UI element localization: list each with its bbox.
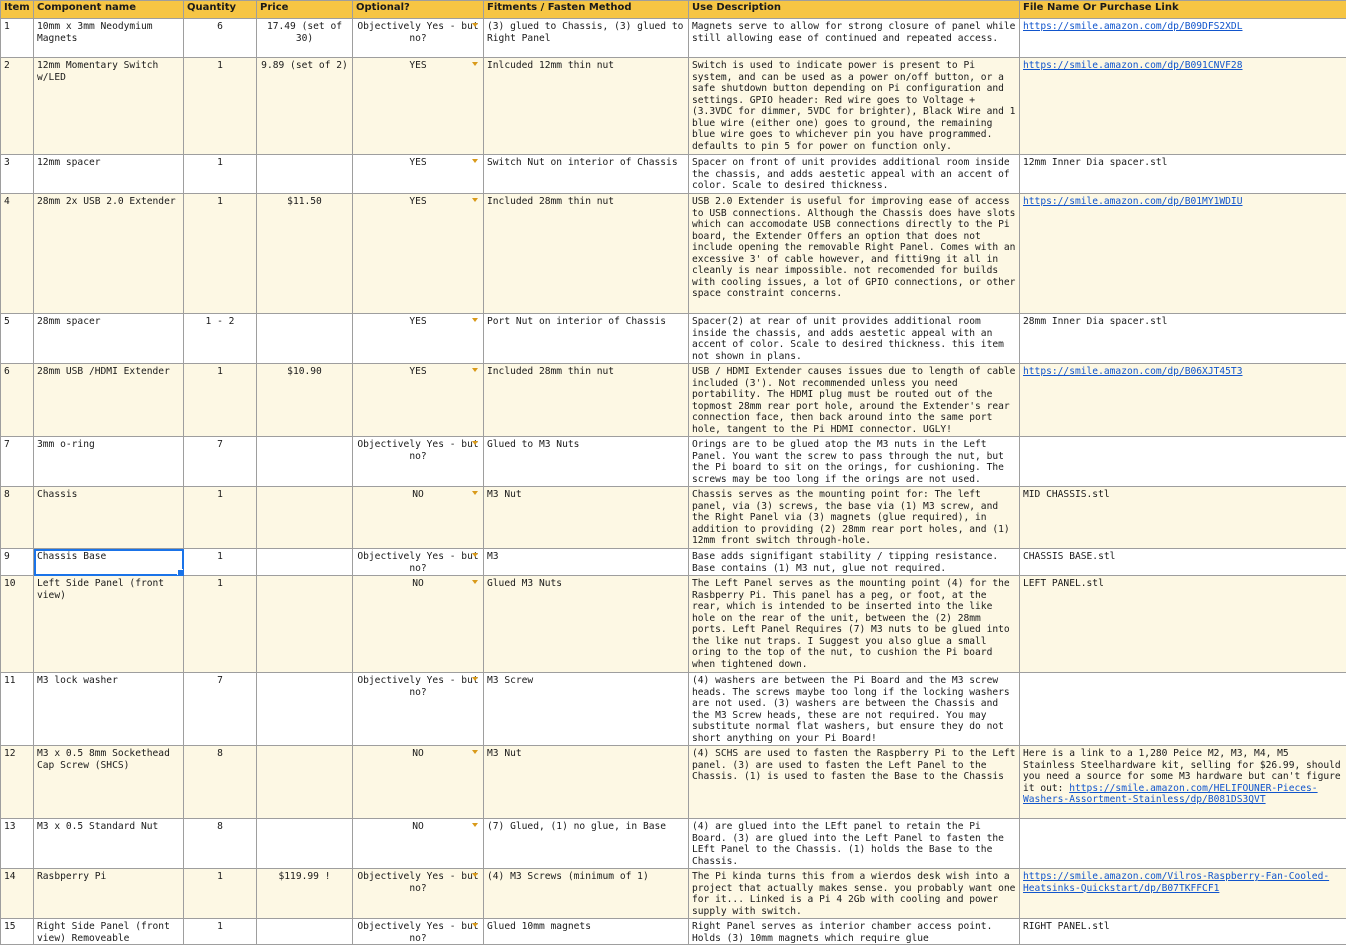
price-cell[interactable]: 17.49 (set of 30)	[257, 19, 353, 58]
item-cell[interactable]: 10	[1, 576, 34, 673]
dropdown-arrow-icon[interactable]	[472, 873, 478, 877]
table-row	[1, 364, 1346, 437]
table-row	[1, 155, 1346, 194]
use-cell[interactable]: (4) washers are between the Pi Board and the M3 screw heads. The screws maybe too long if the locking washers are not used. (3) washers are between the Chassis and the M3 Screw heads, these are not required. You may substitute normal flat washers, but ensure they do not short anything on your Pi Board!	[689, 673, 1020, 746]
fitments-cell[interactable]: (7) Glued, (1) no glue, in Base	[484, 819, 689, 869]
optional-dropdown[interactable]	[353, 746, 484, 819]
optional-dropdown[interactable]	[353, 314, 484, 364]
quantity-cell[interactable]: 8	[184, 746, 257, 819]
component-cell[interactable]: Right Side Panel (front view) Removeable	[34, 919, 184, 945]
item-cell[interactable]: 7	[1, 437, 34, 487]
quantity-cell[interactable]: 1	[184, 58, 257, 155]
table-row	[1, 746, 1346, 819]
component-cell-selected[interactable]	[34, 549, 184, 576]
table-row	[1, 58, 1346, 155]
quantity-cell[interactable]: 1	[184, 155, 257, 194]
fitments-cell[interactable]: Inlcuded 12mm thin nut	[484, 58, 689, 155]
purchase-link[interactable]: https://smile.amazon.com/HELIFOUNER-Pieces-Washers-Assortment-Stainless/dp/B081DS3QVT	[1023, 782, 1318, 805]
price-cell[interactable]	[257, 819, 353, 869]
optional-dropdown[interactable]	[353, 58, 484, 155]
file-cell[interactable]: 28mm Inner Dia spacer.stl	[1020, 314, 1346, 364]
optional-dropdown[interactable]	[353, 869, 484, 919]
component-cell[interactable]: Chassis	[34, 487, 184, 549]
use-cell[interactable]: Right Panel serves as interior chamber access point. Holds (3) 10mm magnets which require glue	[689, 919, 1020, 945]
dropdown-arrow-icon[interactable]	[472, 441, 478, 445]
table-row	[1, 194, 1346, 314]
optional-value: NO	[412, 748, 424, 759]
dropdown-arrow-icon[interactable]	[472, 159, 478, 163]
fill-handle[interactable]	[177, 569, 184, 576]
price-cell[interactable]	[257, 673, 353, 746]
fitments-cell[interactable]: (4) M3 Screws (minimum of 1)	[484, 869, 689, 919]
fitments-cell[interactable]: Port Nut on interior of Chassis	[484, 314, 689, 364]
use-cell[interactable]: Chassis serves as the mounting point for: The left panel, via (3) screws, the base via (1) M3 screw, and the Right Panel via (3) magnets (glue required), in addition to providing (2) 28mm rear port holes, and (1) 12mm front switch through-hole.	[689, 487, 1020, 549]
purchase-link[interactable]: https://smile.amazon.com/dp/B09DFS2XDL	[1023, 21, 1243, 32]
dropdown-arrow-icon[interactable]	[472, 62, 478, 66]
quantity-cell[interactable]: 1 - 2	[184, 314, 257, 364]
table-row	[1, 819, 1346, 869]
header-use[interactable]: Use Description	[689, 1, 1020, 19]
optional-value: YES	[409, 366, 427, 377]
component-cell[interactable]: Left Side Panel (front view)	[34, 576, 184, 673]
optional-dropdown[interactable]	[353, 549, 484, 576]
table-row	[1, 576, 1346, 673]
table-row	[1, 437, 1346, 487]
price-cell[interactable]: $10.90	[257, 364, 353, 437]
quantity-cell[interactable]: 1	[184, 549, 257, 576]
fitments-cell[interactable]: M3 Nut	[484, 487, 689, 549]
dropdown-arrow-icon[interactable]	[472, 677, 478, 681]
optional-dropdown[interactable]	[353, 437, 484, 487]
price-cell[interactable]: $11.50	[257, 194, 353, 314]
use-cell[interactable]: Spacer(2) at rear of unit provides additional room inside the chassis, and adds aestetic appeal with an accent of color. Scale to desired thickness. this item not shown in plans.	[689, 314, 1020, 364]
price-cell[interactable]	[257, 487, 353, 549]
header-item[interactable]: Item	[1, 1, 34, 19]
component-cell[interactable]: M3 x 0.5 Standard Nut	[34, 819, 184, 869]
quantity-cell[interactable]: 1	[184, 487, 257, 549]
file-cell[interactable]	[1020, 869, 1346, 919]
use-cell[interactable]: Switch is used to indicate power is present to Pi system, and can be used as a power on/off button, or a safe shutdown button depending on Pi configuration and settings. GPIO header: Red wire goes to Voltage + (3.3VDC for dimmer, 5VDC for brighter), Black Wire and 1 blue wire (either one) goes to ground, the remaining blue wire goes to whichever pin you have programmed. defaults to pin 5 for power on function only.	[689, 58, 1020, 155]
dropdown-arrow-icon[interactable]	[472, 580, 478, 584]
fitments-cell[interactable]: M3	[484, 549, 689, 576]
header-file[interactable]: File Name Or Purchase Link	[1020, 1, 1346, 19]
file-cell[interactable]	[1020, 19, 1346, 58]
file-cell[interactable]	[1020, 437, 1346, 487]
file-cell[interactable]: RIGHT PANEL.stl	[1020, 919, 1346, 945]
fitments-cell[interactable]: Included 28mm thin nut	[484, 364, 689, 437]
table-row	[1, 314, 1346, 364]
header-fitments[interactable]: Fitments / Fasten Method	[484, 1, 689, 19]
use-cell[interactable]: USB 2.0 Extender is useful for improving ease of access to USB connections. Although the Chassis does have slots which can accomodate USB connections directly to the Pi board, the Extender Offers an option that does not include opening the removable Right Panel. Comes with an excessive 3' of cable however, and fitti9ng it all in cleanly is near impossible. not recomended for builds with cooling issues, a lot of GPIO connections, or other space constraint concerns.	[689, 194, 1020, 314]
optional-value: Objectively Yes - but no?	[357, 21, 479, 44]
item-cell[interactable]: 2	[1, 58, 34, 155]
use-cell[interactable]: Spacer on front of unit provides additional room inside the chassis, and adds aestetic appeal with an accent of color. Scale to desired thickness.	[689, 155, 1020, 194]
component-cell[interactable]: M3 lock washer	[34, 673, 184, 746]
header-component[interactable]: Component name	[34, 1, 184, 19]
component-cell[interactable]: 3mm o-ring	[34, 437, 184, 487]
file-cell[interactable]	[1020, 819, 1346, 869]
use-cell[interactable]: The Pi kinda turns this from a wierdos desk wish into a project that actually makes sense. you probably want one for it... Linked is a Pi 4 2Gb with cooling and power supply with switch.	[689, 869, 1020, 919]
table-row	[1, 869, 1346, 919]
item-cell[interactable]: 15	[1, 919, 34, 945]
optional-dropdown[interactable]	[353, 819, 484, 869]
price-cell[interactable]	[257, 314, 353, 364]
file-cell[interactable]: CHASSIS BASE.stl	[1020, 549, 1346, 576]
component-cell[interactable]: 28mm USB /HDMI Extender	[34, 364, 184, 437]
optional-value: Objectively Yes - but no?	[357, 871, 479, 894]
price-cell[interactable]	[257, 549, 353, 576]
quantity-cell[interactable]: 6	[184, 19, 257, 58]
item-cell[interactable]: 14	[1, 869, 34, 919]
fitments-cell[interactable]: (3) glued to Chassis, (3) glued to Right Panel	[484, 19, 689, 58]
optional-dropdown[interactable]	[353, 919, 484, 945]
use-cell[interactable]: (4) are glued into the LEft panel to retain the Pi Board. (3) are glued into the Left Panel to fasten the LEft Panel to the Chassis. (1) holds the Base to the Chassis.	[689, 819, 1020, 869]
quantity-cell[interactable]: 1	[184, 919, 257, 945]
item-cell[interactable]: 6	[1, 364, 34, 437]
dropdown-arrow-icon[interactable]	[472, 368, 478, 372]
quantity-cell[interactable]: 1	[184, 194, 257, 314]
item-cell[interactable]: 4	[1, 194, 34, 314]
quantity-cell[interactable]: 7	[184, 673, 257, 746]
fitments-cell[interactable]: Glued M3 Nuts	[484, 576, 689, 673]
fitments-cell[interactable]: Included 28mm thin nut	[484, 194, 689, 314]
component-cell[interactable]: M3 x 0.5 8mm Sockethead Cap Screw (SHCS)	[34, 746, 184, 819]
table-row	[1, 549, 1346, 576]
header-optional[interactable]: Optional?	[353, 1, 484, 19]
dropdown-arrow-icon[interactable]	[472, 198, 478, 202]
item-cell[interactable]: 5	[1, 314, 34, 364]
price-cell[interactable]	[257, 746, 353, 819]
optional-value: NO	[412, 578, 424, 589]
item-cell[interactable]: 11	[1, 673, 34, 746]
file-cell[interactable]: MID CHASSIS.stl	[1020, 487, 1346, 549]
component-cell[interactable]: 28mm spacer	[34, 314, 184, 364]
item-cell[interactable]: 12	[1, 746, 34, 819]
fitments-cell[interactable]: Glued to M3 Nuts	[484, 437, 689, 487]
optional-value: NO	[412, 821, 424, 832]
table-row	[1, 919, 1346, 945]
dropdown-arrow-icon[interactable]	[472, 553, 478, 557]
optional-value: Objectively Yes - but no?	[357, 439, 479, 462]
optional-value: YES	[409, 316, 427, 327]
component-cell[interactable]: Rasbperry Pi	[34, 869, 184, 919]
fitments-cell[interactable]: M3 Screw	[484, 673, 689, 746]
quantity-cell[interactable]: 7	[184, 437, 257, 487]
file-cell[interactable]	[1020, 673, 1346, 746]
use-cell[interactable]: Magnets serve to allow for strong closure of panel while still allowing ease of continued and repeated access.	[689, 19, 1020, 58]
dropdown-arrow-icon[interactable]	[472, 823, 478, 827]
purchase-link[interactable]: https://smile.amazon.com/Vilros-Raspberry-Fan-Cooled-Heatsinks-Quickstart/dp/B07TKFFCF1	[1023, 871, 1330, 894]
dropdown-arrow-icon[interactable]	[472, 491, 478, 495]
dropdown-arrow-icon[interactable]	[472, 923, 478, 927]
price-cell[interactable]	[257, 437, 353, 487]
optional-dropdown[interactable]	[353, 19, 484, 58]
component-cell[interactable]: 28mm 2x USB 2.0 Extender	[34, 194, 184, 314]
file-cell[interactable]	[1020, 746, 1346, 819]
optional-value: YES	[409, 196, 427, 207]
price-cell[interactable]	[257, 155, 353, 194]
quantity-cell[interactable]: 1	[184, 869, 257, 919]
item-cell[interactable]: 9	[1, 549, 34, 576]
dropdown-arrow-icon[interactable]	[472, 750, 478, 754]
optional-value: YES	[409, 157, 427, 168]
optional-dropdown[interactable]	[353, 673, 484, 746]
optional-value: YES	[409, 60, 427, 71]
component-cell[interactable]: 10mm x 3mm Neodymium Magnets	[34, 19, 184, 58]
component-cell[interactable]: 12mm Momentary Switch w/LED	[34, 58, 184, 155]
table-row	[1, 487, 1346, 549]
quantity-cell[interactable]: 1	[184, 576, 257, 673]
file-cell[interactable]	[1020, 58, 1346, 155]
purchase-link[interactable]: https://smile.amazon.com/dp/B091CNVF28	[1023, 60, 1243, 71]
use-cell[interactable]: The Left Panel serves as the mounting point (4) for the Rasbperry Pi. This panel has a peg, or foot, at the rear, which is intended to be inserted into the like hole on the rear of the unit, between the (2) 28mm ports. Left Panel Requires (7) M3 nuts to be glued into the like nut traps. I Suggest you also glue a small oring to the top of the nut, to cushion the Pi board when tightened down.	[689, 576, 1020, 673]
price-cell[interactable]	[257, 919, 353, 945]
header-row	[1, 1, 1346, 19]
optional-dropdown[interactable]	[353, 576, 484, 673]
use-cell[interactable]: Orings are to be glued atop the M3 nuts in the Left Panel. You want the screw to pass through the nut, but the Pi board to sit on the orings, for cushioning. The screws may be too long if the orings are not used.	[689, 437, 1020, 487]
use-cell[interactable]: Base adds signifigant stability / tipping resistance. Base contains (1) M3 nut, glue not required.	[689, 549, 1020, 576]
item-cell[interactable]: 13	[1, 819, 34, 869]
optional-value: Objectively Yes - but no?	[357, 921, 479, 944]
item-cell[interactable]: 8	[1, 487, 34, 549]
purchase-link[interactable]: https://smile.amazon.com/dp/B06XJT45T3	[1023, 366, 1243, 377]
component-cell[interactable]: 12mm spacer	[34, 155, 184, 194]
optional-value: Objectively Yes - but no?	[357, 551, 479, 574]
fitments-cell[interactable]: Switch Nut on interior of Chassis	[484, 155, 689, 194]
file-cell[interactable]	[1020, 364, 1346, 437]
fitments-cell[interactable]: M3 Nut	[484, 746, 689, 819]
header-price[interactable]: Price	[257, 1, 353, 19]
optional-value: Objectively Yes - but no?	[357, 675, 479, 698]
optional-dropdown[interactable]	[353, 364, 484, 437]
optional-value: NO	[412, 489, 424, 500]
price-cell[interactable]: 9.89 (set of 2)	[257, 58, 353, 155]
optional-dropdown[interactable]	[353, 194, 484, 314]
price-cell[interactable]: $119.99 !	[257, 869, 353, 919]
use-cell[interactable]: USB / HDMI Extender causes issues due to length of cable included (3'). Not recommended unless you need portability. The HDMI plug must be routed out of the topmost 28mm rear port hole, around the Extender's rear connection face, then back around into the same port hole, tangent to the Pi HDMI connector. UGLY!	[689, 364, 1020, 437]
optional-dropdown[interactable]	[353, 155, 484, 194]
table-row	[1, 673, 1346, 746]
purchase-link[interactable]: https://smile.amazon.com/dp/B01MY1WDIU	[1023, 196, 1243, 207]
fitments-cell[interactable]: Glued 10mm magnets	[484, 919, 689, 945]
file-cell[interactable]: 12mm Inner Dia spacer.stl	[1020, 155, 1346, 194]
dropdown-arrow-icon[interactable]	[472, 318, 478, 322]
quantity-cell[interactable]: 1	[184, 364, 257, 437]
file-note: Here is a link to a 1,280 Peice M2, M3, M4, M5 Stainless Steelhardware kit, selling for $26.99, should you need a source for some M3 hardware but can't figure it out:	[1023, 748, 1341, 794]
price-cell[interactable]	[257, 576, 353, 673]
dropdown-arrow-icon[interactable]	[472, 23, 478, 27]
use-cell[interactable]: (4) SCHS are used to fasten the Raspberry Pi to the Left panel. (3) are used to fasten the Left Panel to the Chassis. (1) is used to fasten the Base to the Chassis	[689, 746, 1020, 819]
header-quantity[interactable]: Quantity	[184, 1, 257, 19]
component-value: Chassis Base	[37, 551, 107, 562]
item-cell[interactable]: 1	[1, 19, 34, 58]
quantity-cell[interactable]: 8	[184, 819, 257, 869]
optional-dropdown[interactable]	[353, 487, 484, 549]
item-cell[interactable]: 3	[1, 155, 34, 194]
file-cell[interactable]	[1020, 194, 1346, 314]
file-cell[interactable]: LEFT PANEL.stl	[1020, 576, 1346, 673]
table-row	[1, 19, 1346, 58]
